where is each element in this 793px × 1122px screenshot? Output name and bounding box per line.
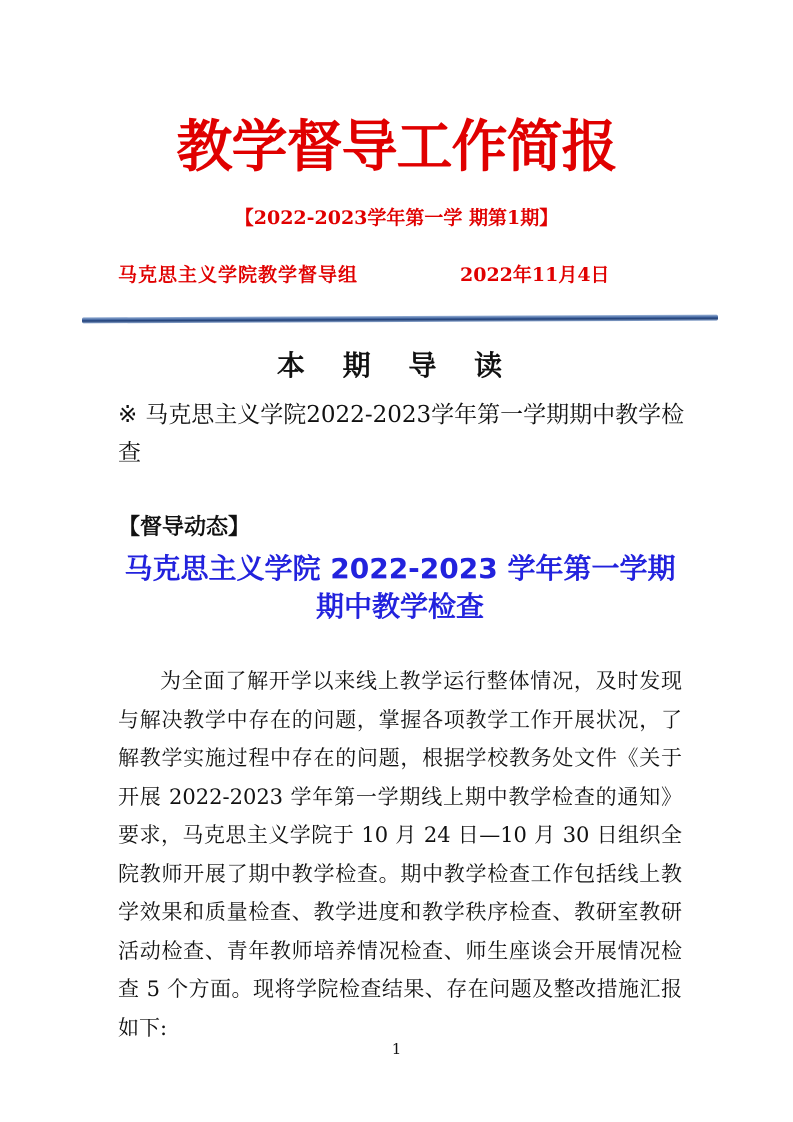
publisher: 马克思主义学院教学督导组 <box>118 264 359 286</box>
toc-heading: 本 期 导 读 <box>276 349 517 382</box>
bulletin-masthead: 教学督导工作简报 <box>176 115 617 180</box>
reference-mark-icon: ※ <box>118 402 138 428</box>
article-title-line2: 期中教学检查 <box>315 590 484 623</box>
header-divider <box>82 315 718 324</box>
section-tag: 【督导动态】 <box>118 515 251 540</box>
article-body: 为全面了解开学以来线上教学运行整体情况，及时发现与解决教学中存在的问题，掌握各项教学工作开展状况，了解教学实施过程中存在的问题，根据学校教务处文件《关于开展 2022-2023 学年第一学期线上期中教学检查的通知》要求，马克思主义学院于 10 月 24 日—10 月 30 日组织全院教师开展了期中教学检查。期中教学检查工作包括线上教学效果和质量检查、教学进度和教学秩序检查、教研室教研活动检查、青年教师培养情况检查、师生座谈会开展情况检查 5 个方面。现将学院检查结果、存在问题及整改措施汇报如下: <box>118 669 682 1040</box>
article-title <box>0 550 793 626</box>
toc-item-text: 马克思主义学院2022-2023学年第一学期期中教学检查 <box>118 402 685 466</box>
article-title-line1: 马克思主义学院 2022-2023 学年第一学期 <box>124 552 676 585</box>
toc-item <box>118 396 688 472</box>
issue-number: 【2022-2023学年第一学 期第1期】 <box>234 207 559 229</box>
page-number: 1 <box>391 1040 402 1058</box>
publish-date: 2022年11月4日 <box>460 264 610 286</box>
